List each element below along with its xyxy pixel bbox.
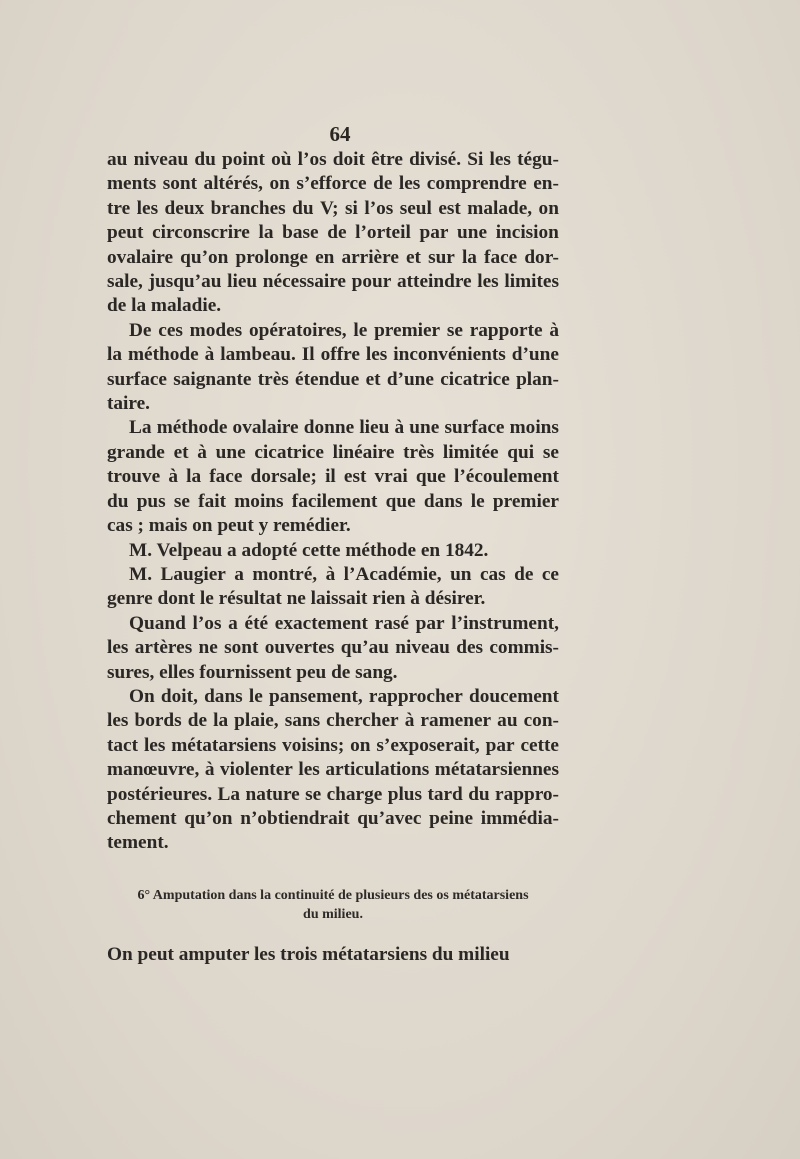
text-line: au niveau du point où l’os doit être divisé. Si les tégu- — [107, 149, 559, 170]
text-line: sures, elles fournissent peu de sang. — [107, 661, 398, 683]
body-text — [107, 148, 559, 856]
text-line: Quand l’os a été exactement rasé par l’instrument, — [129, 612, 559, 634]
text-line: M. Laugier a montré, à l’Académie, un cas de ce — [129, 563, 559, 585]
text-line: ovalaire qu’on prolonge en arrière et sur la face dor- — [107, 246, 559, 268]
text-line: manœuvre, à violenter les articulations métatarsiennes — [107, 759, 559, 781]
text-line: chement qu’on n’obtiendrait qu’avec peine immédia- — [107, 807, 559, 829]
text-line: les artères ne sont ouvertes qu’au niveau des commis- — [107, 637, 559, 659]
text-line: De ces modes opératoires, le premier se rapporte à — [129, 319, 559, 341]
text-line: On doit, dans le pansement, rapprocher doucement — [129, 685, 559, 707]
text-line: genre dont le résultat ne laissait rien à désirer. — [107, 588, 486, 610]
text-line: du pus se fait moins facilement que dans le premier — [107, 490, 559, 512]
text-line: tement. — [107, 832, 169, 854]
text-line: ments sont altérés, on s’efforce de les comprendre en- — [107, 173, 559, 195]
text-line: grande et à une cicatrice linéaire très limitée qui se — [107, 441, 559, 463]
text-line: les bords de la plaie, sans chercher à ramener au con- — [107, 710, 559, 732]
section-heading-line-2: du milieu. — [303, 907, 363, 922]
text-line: surface saignante très étendue et d’une cicatrice plan- — [107, 368, 559, 390]
text-line: de la maladie. — [107, 295, 222, 317]
text-line: tact les métatarsiens voisins; on s’exposerait, par cette — [107, 734, 559, 756]
text-line: peut circonscrire la base de l’orteil par une incision — [107, 222, 559, 244]
text-line: postérieures. La nature se charge plus tard du rappro- — [107, 783, 559, 805]
text-line: M. Velpeau a adopté cette méthode en 1842. — [129, 539, 489, 561]
text-line: cas ; mais on peut y remédier. — [107, 515, 351, 537]
final-text-line: On peut amputer les trois métatarsiens du milieu — [107, 944, 510, 965]
page-number: 64 — [329, 122, 351, 146]
text-line: la méthode à lambeau. Il offre les inconvénients d’une — [107, 344, 559, 366]
text-line: trouve à la face dorsale; il est vrai que l’écoulement — [107, 466, 559, 488]
text-line: sale, jusqu’au lieu nécessaire pour atteindre les limites — [107, 271, 559, 293]
text-line: La méthode ovalaire donne lieu à une surface moins — [129, 417, 559, 439]
text-line: tre les deux branches du V; si l’os seul est malade, on — [107, 197, 559, 219]
text-line: taire. — [107, 393, 151, 415]
section-heading — [107, 886, 559, 924]
section-heading-line-1: 6° Amputation dans la continuité de plusieurs des os métatarsiens — [137, 888, 529, 903]
